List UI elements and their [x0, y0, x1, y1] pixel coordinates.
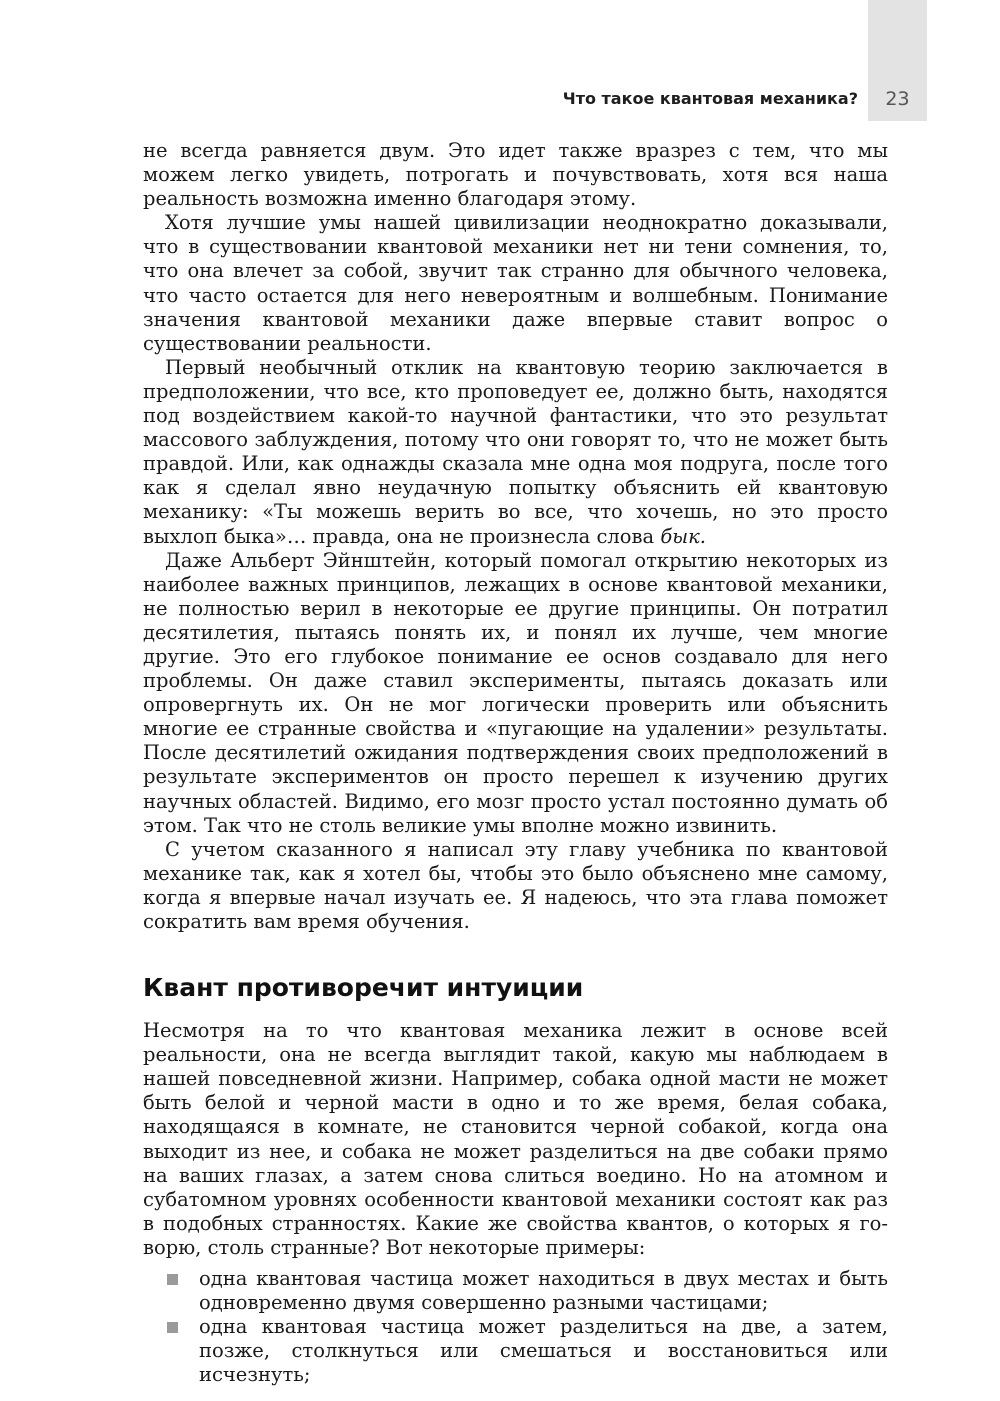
- square-bullet-icon: [167, 1274, 178, 1285]
- italic-word: бык.: [660, 524, 706, 548]
- paragraph: Хотя лучшие умы нашей цивилизации неоднократно доказывали, что в существовании квантовой механики нет ни тени сомнения, то, что она влечет за собой, звучит так странно для обычного человека, что часто остается для него невероятным и волшебным. Понимание значения квантовой механики даже впервые ставит вопрос о существовании реальности.: [143, 211, 888, 355]
- bullet-list: [143, 1267, 888, 1387]
- section-paragraph: Несмотря на то что квантовая механика лежит в основе всей реальности, она не всегда выглядит такой, какую мы наблюдаем в нашей повседневной жизни. Например, собака одной масти не может быть белой и черной масти в одно и то же время, белая собака, находящаяся в комнате, не становится черной собакой, когда она выходит из нее, и собака не может разделиться на две собаки прямо на ваших глазах, а затем снова слиться воедино. Но на атомном и субатомном уровнях особенности квантовой механики состоят как раз в подобных странностях. Какие же свойства квантов, о которых я говорю, столь странные? Вот некоторые примеры:: [143, 1019, 888, 1259]
- paragraph-continued: не всегда равняется двум. Это идет также вразрез с тем, что мы можем легко увидеть, потрогать и почувствовать, хотя вся наша реальность возможна именно благодаря этому.: [143, 139, 888, 211]
- page-number-tab: [868, 0, 927, 121]
- square-bullet-icon: [167, 1322, 178, 1333]
- page-number: 23: [885, 88, 910, 110]
- main-text: [143, 139, 888, 1388]
- list-item: [143, 1315, 888, 1387]
- paragraph-text: Первый необычный отклик на квантовую теорию заключается в предположении, что все, кто проповедует ее, должно быть, находятся под воздействием какой-то научной фантастики, что это результат массового заблуждения, потому что они говорят то, что не может быть правдой. Или, как однажды сказала мне одна моя подруга, после того как я сделал явно неудачную попытку объяснить ей квантовую механику: «Ты можешь верить во все, что хочешь, но это просто выхлоп быка»… правда, она не произнесла слова: [143, 355, 888, 548]
- running-title: Что такое квантовая механика?: [562, 89, 858, 108]
- paragraph: Даже Альберт Эйнштейн, который помогал открытию некоторых из наиболее важных принципов, лежащих в основе квантовой механики, не полностью верил в некоторые ее другие принципы. Он потратил десятилетия, пытаясь понять их, и понял их лучше, чем многие другие. Это его глубокое понимание ее основ создавало для него проблемы. Он даже ставил эксперименты, пытаясь доказать или опровергнуть их. Он не мог логически проверить или объяснить многие ее странные свойства и «пугающие на удалении» результаты. После десятилетий ожидания подтверждения своих предположений в результате экспериментов он просто перешел к изучению других научных областей. Видимо, его мозг просто устал постоянно думать об этом. Так что не столь великие умы вполне можно извинить.: [143, 548, 888, 837]
- list-item: [143, 1267, 888, 1315]
- list-item-text: одна квантовая частица может находиться в двух местах и быть одновременно двумя совершенно разными частицами;: [199, 1267, 888, 1315]
- paragraph: [143, 356, 888, 549]
- section-heading: Квант противоречит интуиции: [143, 973, 584, 1003]
- list-item-text: одна квантовая частица может разделиться на две, а затем, позже, столкнуться или смешаться и восстановиться или исчезнуть;: [199, 1315, 888, 1387]
- paragraph: С учетом сказанного я написал эту главу учебника по квантовой механике так, как я хотел бы, чтобы это было объяснено мне самому, когда я впервые начал изучать ее. Я надеюсь, что эта глава поможет сократить вам время обучения.: [143, 837, 888, 933]
